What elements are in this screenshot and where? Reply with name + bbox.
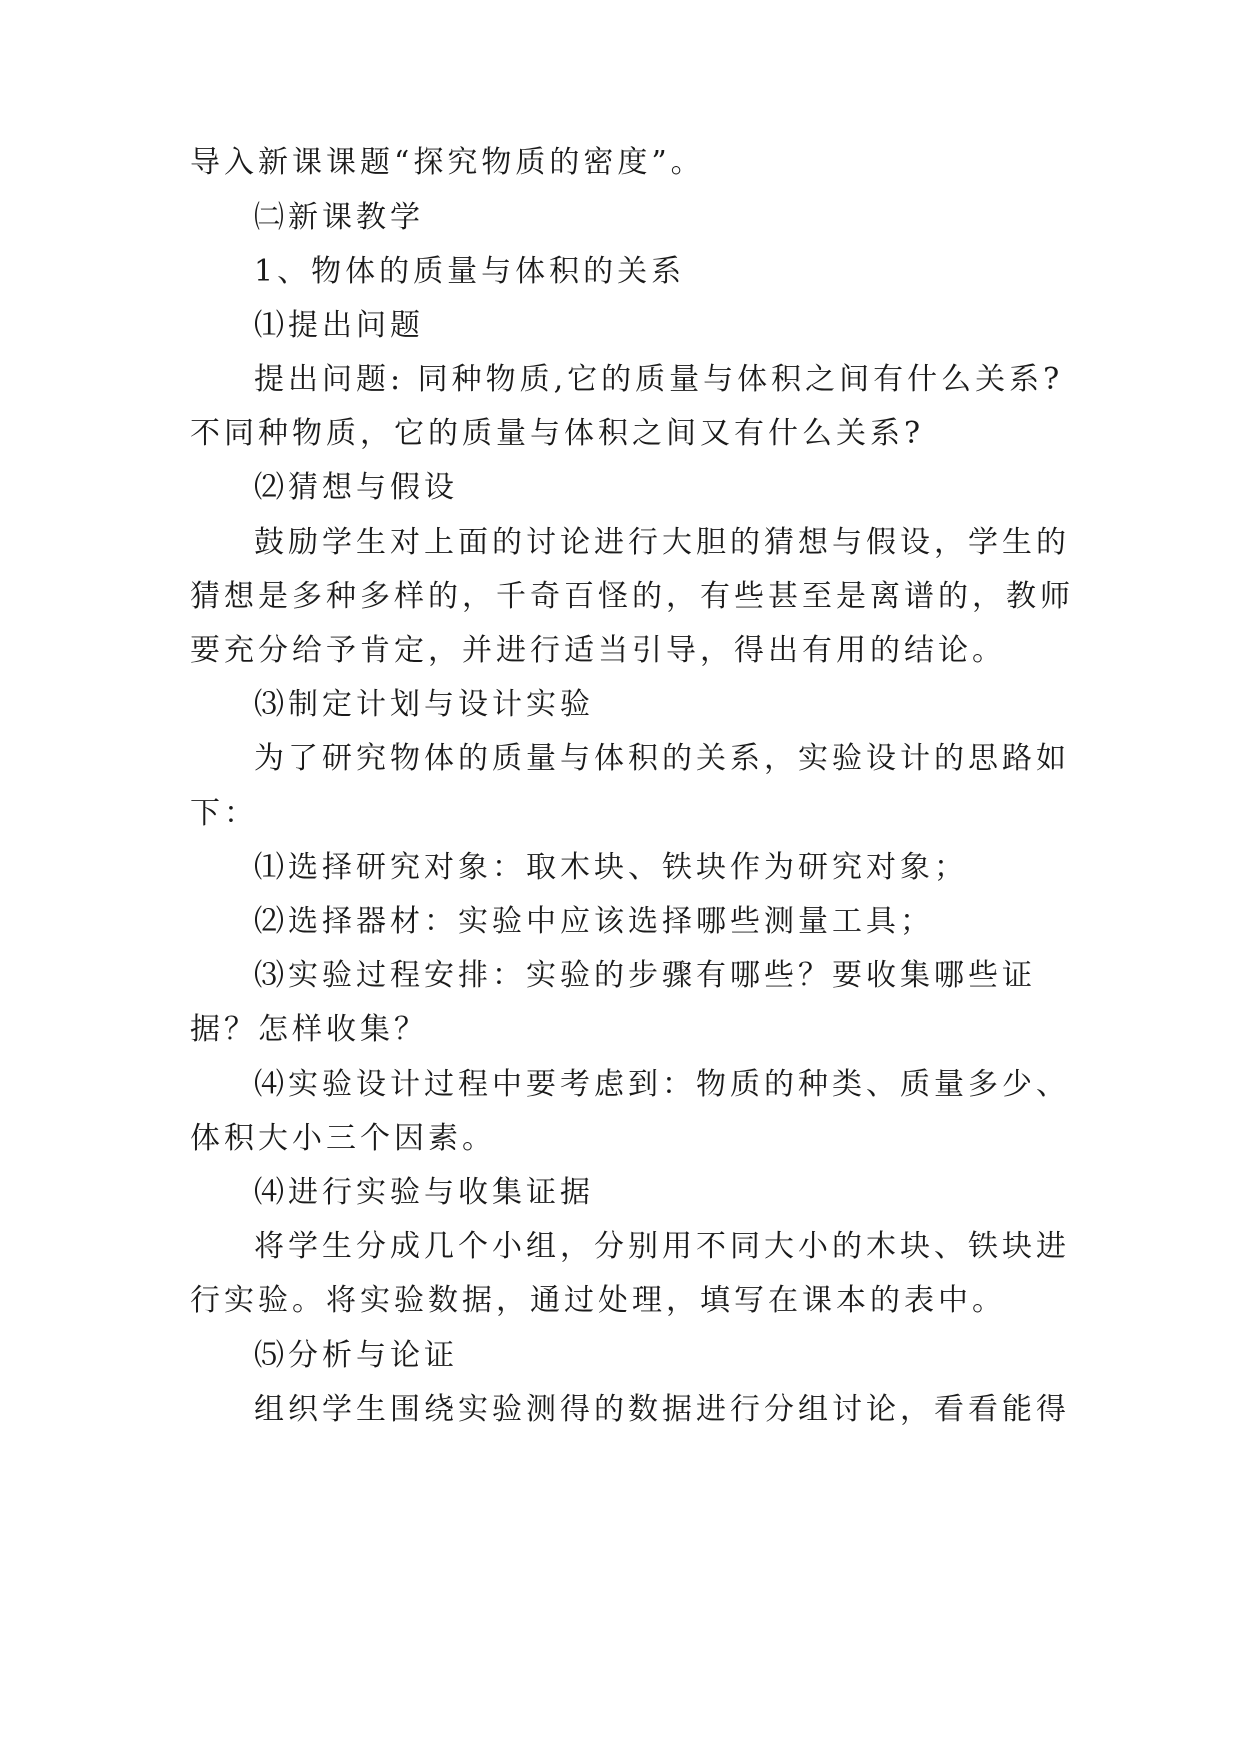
text-line: 猜想是多种多样的，千奇百怪的，有些甚至是离谱的，教师 — [190, 579, 1074, 614]
text-line: 提出问题: 同种物质,它的质量与体积之间有什么关系? — [254, 362, 1064, 397]
step-heading: ⑴提出问题 — [254, 308, 424, 343]
list-item: ⑵选择器材：实验中应该选择哪些测量工具； — [254, 904, 934, 939]
text-line: 组织学生围绕实验测得的数据进行分组讨论，看看能得 — [254, 1392, 1070, 1427]
text-line: 鼓励学生对上面的讨论进行大胆的猜想与假设，学生的 — [254, 525, 1070, 560]
list-item: ⑶实验过程安排：实验的步骤有哪些？要收集哪些证 — [254, 958, 1036, 993]
step-heading: ⑶制定计划与设计实验 — [254, 687, 594, 722]
text-line: 下： — [190, 796, 258, 831]
text-line: 为了研究物体的质量与体积的关系，实验设计的思路如 — [254, 741, 1070, 776]
text-line: 不同种物质，它的质量与体积之间又有什么关系? — [190, 416, 925, 451]
step-heading: ⑸分析与论证 — [254, 1338, 458, 1373]
section-heading: ㈡新课教学 — [254, 200, 424, 235]
text-line: 据？怎样收集？ — [190, 1012, 428, 1047]
step-heading: ⑷进行实验与收集证据 — [254, 1175, 594, 1210]
text-line: 导入新课课题“探究物质的密度”。 — [190, 145, 705, 180]
step-heading: ⑵猜想与假设 — [254, 470, 458, 505]
list-item: ⑴选择研究对象：取木块、铁块作为研究对象； — [254, 850, 968, 885]
text-line: 将学生分成几个小组，分别用不同大小的木块、铁块进 — [254, 1229, 1070, 1264]
list-item: ⑷实验设计过程中要考虑到：物质的种类、质量多少、 — [254, 1067, 1070, 1102]
text-line: 要充分给予肯定，并进行适当引导，得出有用的结论。 — [190, 633, 1006, 668]
text-line: 体积大小三个因素。 — [190, 1121, 496, 1156]
text-line: 行实验。将实验数据，通过处理，填写在课本的表中。 — [190, 1283, 1006, 1318]
subsection-heading: 1、物体的质量与体积的关系 — [254, 254, 686, 289]
